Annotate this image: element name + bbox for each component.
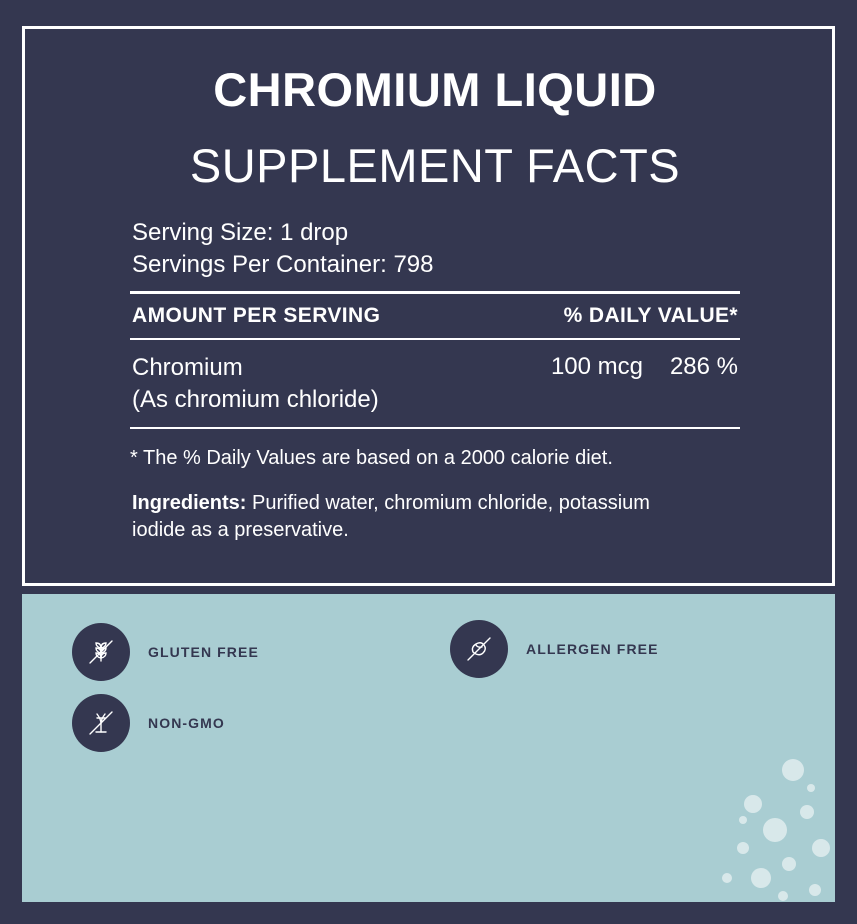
- decorative-dots: [575, 652, 835, 902]
- badge-allergen-free-label: ALLERGEN FREE: [526, 641, 659, 657]
- gmo-crossed-icon: [72, 694, 130, 752]
- column-headers: [130, 294, 740, 338]
- allergen-crossed-icon: [450, 620, 508, 678]
- ingredients-block: [130, 490, 692, 545]
- badge-non-gmo-label: NON-GMO: [148, 715, 225, 731]
- product-title: CHROMIUM LIQUID: [213, 63, 657, 116]
- daily-value-footnote: * The % Daily Values are based on a 2000 calorie diet.: [130, 446, 613, 469]
- serving-info: [130, 217, 740, 280]
- nutrient-row: [130, 340, 740, 427]
- ingredients-text: Purified water, chromium chloride, potassium iodide as a preservative.: [132, 491, 650, 542]
- divider-bottom: [130, 427, 740, 429]
- supplement-facts-panel: [22, 26, 835, 586]
- badge-non-gmo: [72, 694, 225, 752]
- serving-size: Serving Size: 1 drop: [132, 219, 349, 247]
- nutrient-daily-value: 286 %: [669, 352, 738, 380]
- badge-gluten-free: [72, 623, 259, 681]
- nutrient-name: Chromium: [132, 353, 243, 381]
- nutrient-source: (As chromium chloride): [132, 386, 379, 414]
- certification-band: [22, 594, 835, 902]
- nutrient-amount: 100 mcg: [550, 352, 643, 380]
- panel-title: SUPPLEMENT FACTS: [189, 138, 681, 192]
- wheat-crossed-icon: [72, 623, 130, 681]
- servings-per-container: Servings Per Container: 798: [132, 251, 434, 279]
- column-header-daily-value: % DAILY VALUE*: [563, 303, 738, 327]
- ingredients-label: Ingredients:: [132, 491, 247, 514]
- column-header-amount: AMOUNT PER SERVING: [132, 303, 381, 327]
- nutrient-name-block: [132, 352, 513, 417]
- badge-gluten-free-label: GLUTEN FREE: [148, 644, 259, 660]
